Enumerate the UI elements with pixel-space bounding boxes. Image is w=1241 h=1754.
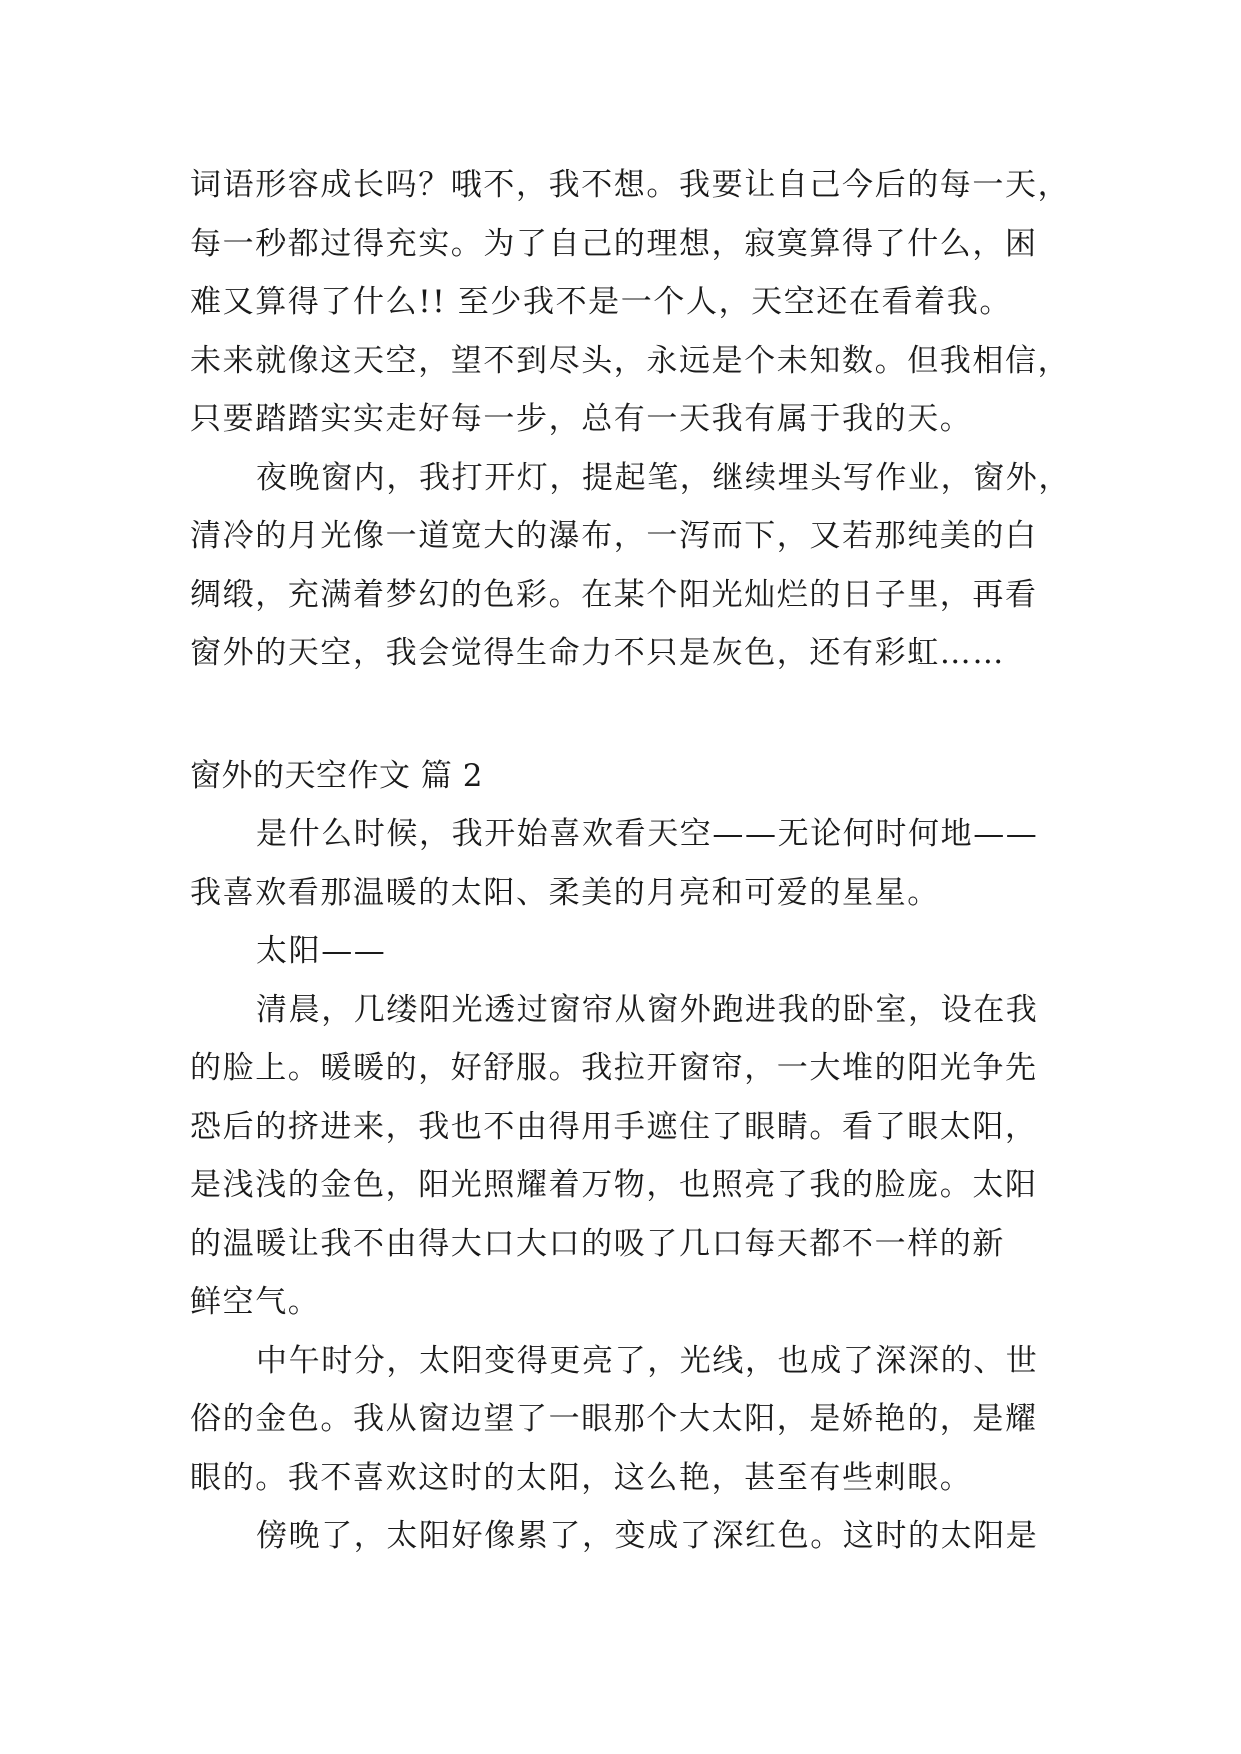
text-line: 未来就像这天空，望不到尽头，永远是个未知数。但我相信， [190, 342, 1071, 379]
text-line: 窗外的天空，我会觉得生命力不只是灰色，还有彩虹…… [190, 635, 1005, 671]
text-line: 傍晚了，太阳好像累了，变成了深红色。这时的太阳是 [256, 1518, 1039, 1554]
text-line: 夜晚窗内，我打开灯，提起笔，继续埋头写作业，窗外， [256, 459, 1071, 496]
text-line: 词语形容成长吗？哦不，我不想。我要让自己今后的每一天， [190, 167, 1071, 203]
text-line: 俗的金色。我从窗边望了一眼那个大太阳，是娇艳的，是耀 [190, 1401, 1038, 1437]
section-gap [190, 683, 1070, 747]
text-line: 的温暖让我不由得大口大口的吸了几口每天都不一样的新 [190, 1225, 1005, 1262]
text-line: 太阳—— [256, 933, 387, 969]
text-line: 难又算得了什么!! 至少我不是一个人，天空还在看着我。 [190, 284, 1012, 320]
paragraph [190, 449, 1070, 683]
text-line: 是什么时候，我开始喜欢看天空——无论何时何地—— [256, 816, 1039, 852]
text-line: 每一秒都过得充实。为了自己的理想，寂寞算得了什么，困 [190, 225, 1038, 262]
text-line: 恐后的挤进来，我也不由得用手遮住了眼睛。看了眼太阳， [190, 1108, 1038, 1145]
text-line: 眼的。我不喜欢这时的太阳，这么艳，甚至有些刺眼。 [190, 1459, 973, 1496]
text-line: 只要踏踏实实走好每一步，总有一天我有属于我的天。 [190, 401, 973, 437]
paragraph [190, 156, 1070, 449]
text-line: 清晨，几缕阳光透过窗帘从窗外跑进我的卧室，设在我 [256, 991, 1039, 1028]
text-line: 绸缎，充满着梦幻的色彩。在某个阳光灿烂的日子里，再看 [190, 576, 1038, 613]
document-body [190, 156, 1070, 1566]
paragraph [190, 922, 1070, 981]
text-line: 中午时分，太阳变得更亮了，光线，也成了深深的、世 [256, 1342, 1039, 1379]
text-line: 的脸上。暖暖的，好舒服。我拉开窗帘，一大堆的阳光争先 [190, 1050, 1038, 1086]
text-line: 我喜欢看那温暖的太阳、柔美的月亮和可爱的星星。 [190, 874, 940, 911]
paragraph [190, 805, 1070, 922]
paragraph [190, 981, 1070, 1332]
section-heading: 窗外的天空作文 篇 2 [190, 757, 483, 794]
text-line: 是浅浅的金色，阳光照耀着万物，也照亮了我的脸庞。太阳 [190, 1167, 1038, 1203]
paragraph [190, 1332, 1070, 1508]
paragraph [190, 1507, 1070, 1566]
text-line: 清冷的月光像一道宽大的瀑布，一泻而下，又若那纯美的白 [190, 518, 1038, 554]
text-line: 鲜空气。 [190, 1284, 321, 1320]
